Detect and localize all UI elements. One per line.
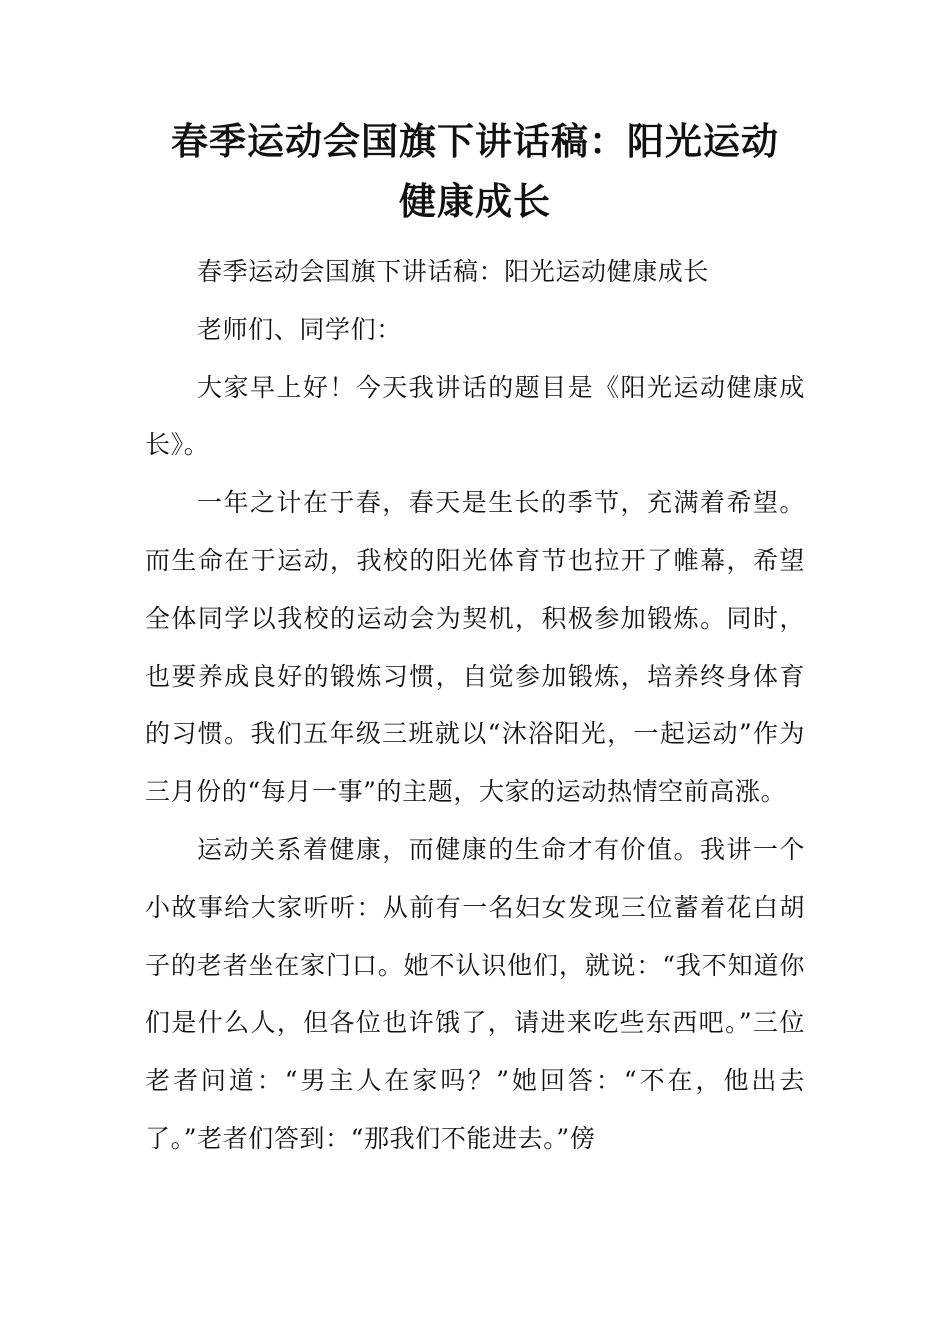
document-body bbox=[145, 243, 805, 1168]
paragraph-spring: 一年之计在于春，春天是生长的季节，充满着希望。而生命在于运动，我校的阳光体育节也拉开了帷幕，希望全体同学以我校的运动会为契机，积极参加锻炼。同时，也要养成良好的锻炼习惯，自觉参加锻炼，培养终身体育的习惯。我们五年级三班就以“沐浴阳光，一起运动”作为三月份的“每月一事”的主题，大家的运动热情空前高涨。 bbox=[145, 488, 805, 807]
document-title-line-2: 健康成长 bbox=[399, 180, 551, 223]
paragraph-story: 运动关系着健康，而健康的生命才有价值。我讲一个小故事给大家听听：从前有一名妇女发现三位蓄着花白胡子的老者坐在家门口。她不认识他们，就说：“我不知道你们是什么人，但各位也许饿了，请进来吃些东西吧。”三位老者问道：“男主人在家吗？”她回答：“不在，他出去了。”老者们答到：“那我们不能进去。”傍 bbox=[145, 834, 805, 1153]
document-title-line-1: 春季运动会国旗下讲话稿：阳光运动 bbox=[171, 120, 779, 163]
paragraph-opening: 大家早上好！今天我讲话的题目是《阳光运动健康成长》。 bbox=[145, 372, 805, 460]
paragraph-greeting: 老师们、同学们： bbox=[197, 314, 402, 344]
paragraph-subtitle: 春季运动会国旗下讲话稿：阳光运动健康成长 bbox=[197, 257, 710, 286]
